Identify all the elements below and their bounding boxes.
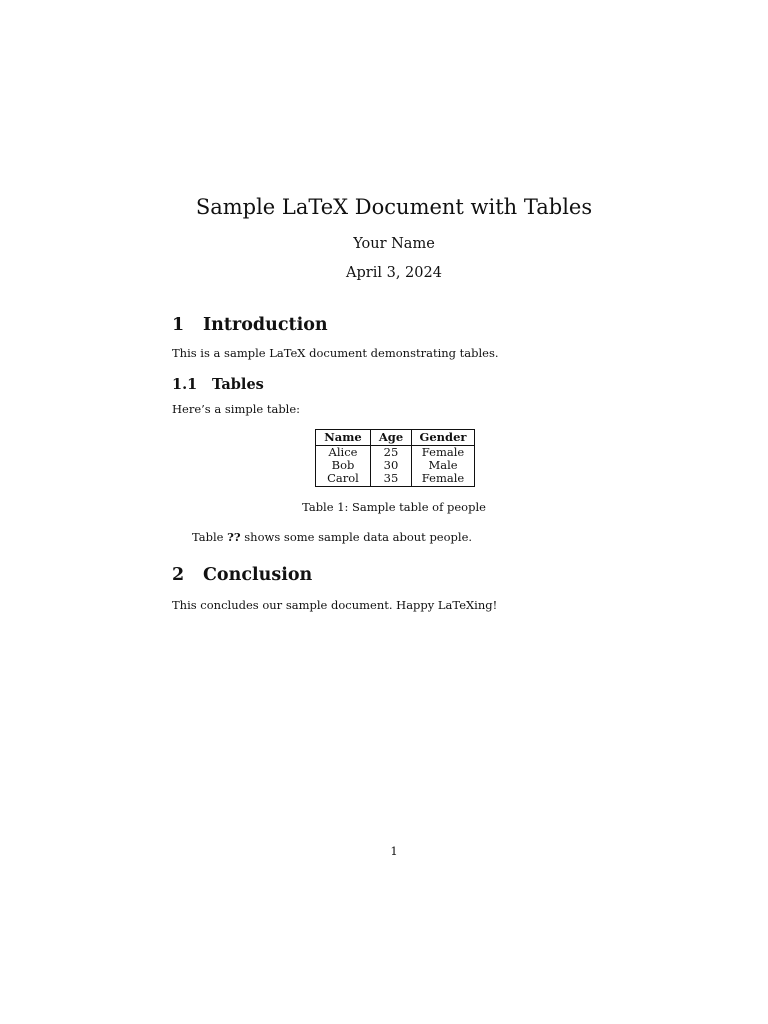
column-header-age: Age [371, 430, 412, 446]
conclusion-paragraph: This concludes our sample document. Happy LaTeXing! [172, 598, 498, 612]
table-cell-name: Alice [316, 446, 371, 460]
table-caption: Table 1: Sample table of people [302, 500, 486, 514]
column-header-gender: Gender [412, 430, 475, 446]
section-heading-introduction [172, 313, 328, 337]
column-header-name: Name [316, 430, 371, 446]
table-intro-paragraph: Here’s a simple table: [172, 402, 301, 416]
section-title: Conclusion [203, 565, 313, 585]
page-number: 1 [390, 844, 398, 858]
table-cell-name: Bob [316, 459, 371, 472]
table-cell-name: Carol [316, 472, 371, 487]
subsection-title: Tables [212, 376, 264, 393]
document-date: April 3, 2024 [346, 265, 442, 281]
unresolved-reference[interactable]: ?? [227, 530, 241, 544]
table-cell-age: 30 [371, 459, 412, 472]
reference-suffix: shows some sample data about people. [240, 530, 473, 544]
table-cell-age: 35 [371, 472, 412, 487]
table-row [316, 446, 475, 460]
section-number: 2 [172, 565, 185, 585]
section-number: 1 [172, 315, 185, 335]
subsection-heading-tables [172, 375, 264, 395]
table-reference-paragraph [192, 529, 472, 545]
author-name: Your Name [353, 236, 435, 252]
section-heading-conclusion [172, 563, 312, 587]
table-cell-age: 25 [371, 446, 412, 460]
subsection-number: 1.1 [172, 376, 198, 393]
introduction-paragraph: This is a sample LaTeX document demonstrating tables. [172, 346, 499, 360]
table-cell-gender: Female [412, 472, 475, 487]
table-cell-gender: Male [412, 459, 475, 472]
table-header-row [316, 430, 475, 446]
table-cell-gender: Female [412, 446, 475, 460]
reference-prefix: Table [192, 530, 228, 544]
section-title: Introduction [203, 315, 328, 335]
document-title: Sample LaTeX Document with Tables [195, 195, 593, 219]
people-table [315, 429, 475, 487]
table-row [316, 472, 475, 487]
